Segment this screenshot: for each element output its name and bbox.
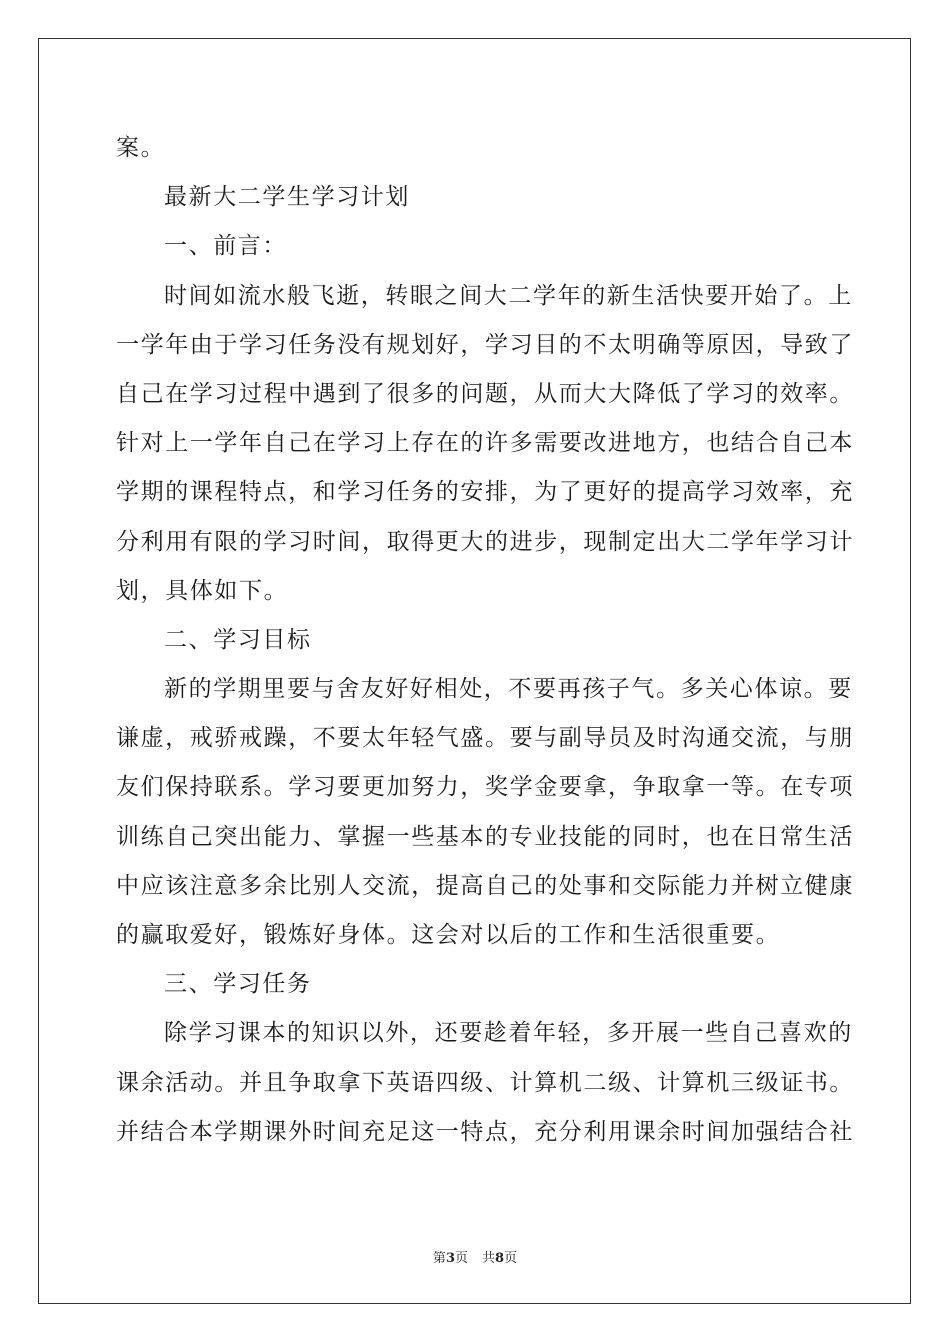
text-line: 划，具体如下。: [116, 577, 289, 604]
section-heading-preface: 一、前言：: [164, 233, 287, 260]
section-heading-goals: 二、学习目标: [164, 626, 312, 653]
text-line: 谦虚，戒骄戒躁，不要太年轻气盛。要与副导员及时沟通交流，与朋: [116, 725, 854, 752]
section-heading-tasks: 三、学习任务: [164, 971, 312, 998]
text-line: 案。: [116, 135, 166, 161]
total-suffix: 页: [504, 1251, 518, 1266]
text-line: 学期的课程特点，和学习任务的安排，为了更好的提高学习效率，充: [116, 479, 854, 506]
text-line: 中应该注意多余比别人交流，提高自己的处事和交际能力并树立健康: [116, 872, 854, 899]
text-line: 的赢取爱好，锻炼好身体。这会对以后的工作和生活很重要。: [116, 922, 781, 948]
page-suffix: 页: [454, 1251, 468, 1266]
document-body: [116, 124, 854, 1157]
text-line: 自己在学习过程中遇到了很多的问题，从而大大降低了学习的效率。: [116, 380, 854, 407]
text-line: 时间如流水般飞逝，转眼之间大二学年的新生活快要开始了。上: [164, 282, 853, 309]
page-footer: [0, 1247, 950, 1266]
page-number: 3: [445, 1251, 455, 1266]
text-line: 友们保持联系。学习要更加努力，奖学金要拿，争取拿一等。在专项: [116, 774, 854, 801]
text-line: 一学年由于学习任务没有规划好，学习目的不太明确等原因，导致了: [116, 331, 854, 358]
text-line: 训练自己突出能力、掌握一些基本的专业技能的同时，也在日常生活: [116, 823, 854, 850]
text-line: 分利用有限的学习时间，取得更大的进步，现制定出大二学年学习计: [116, 528, 854, 555]
total-prefix: 共: [482, 1251, 496, 1266]
text-line: 并结合本学期课外时间充足这一特点，充分利用课余时间加强结合社: [116, 1118, 854, 1145]
page-prefix: 第: [432, 1251, 446, 1266]
text-line: 新的学期里要与舍友好好相处，不要再孩子气。多关心体谅。要: [164, 676, 853, 703]
document-title: 最新大二学生学习计划: [164, 184, 410, 211]
text-line: 除学习课本的知识以外，还要趁着年轻，多开展一些自己喜欢的: [164, 1020, 853, 1047]
text-line: 针对上一学年自己在学习上存在的许多需要改进地方，也结合自己本: [116, 430, 854, 457]
text-line: 课余活动。并且争取拿下英语四级、计算机二级、计算机三级证书。: [116, 1069, 854, 1096]
total-pages: 8: [495, 1251, 505, 1266]
